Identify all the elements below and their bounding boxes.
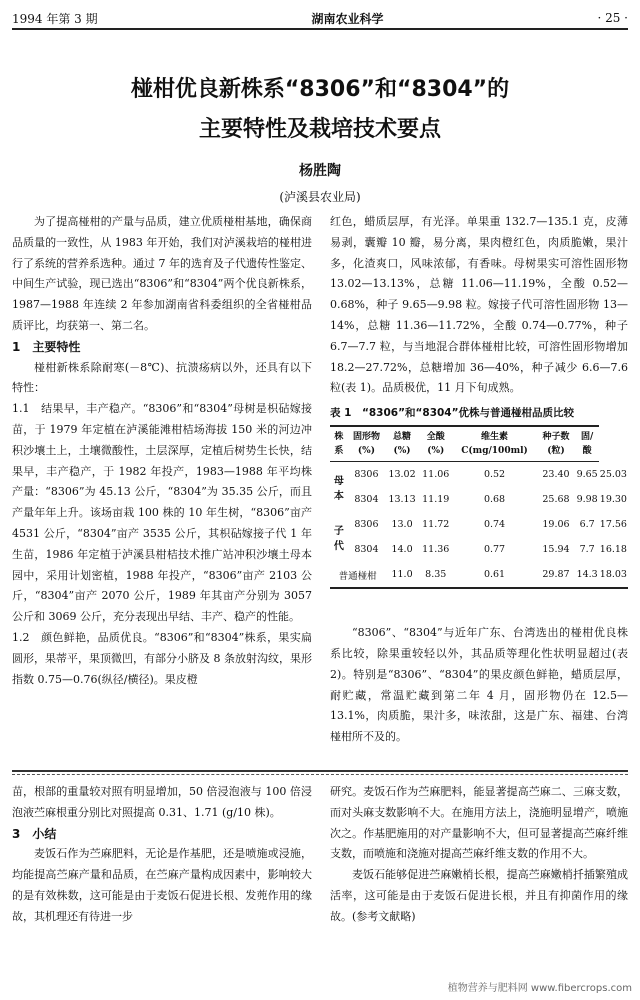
- section-1-2-text: 1.2 颜色鲜艳，品质优良。“8306”和“8304”株系，果实扁圆形，果蒂平，果顶微凹，有部分小脐及 8 条放射沟纹，果形指数 0.75—0.76(纵径/横径)。果皮橙: [12, 630, 312, 686]
- table-cell: 0.77: [483, 544, 506, 556]
- table-cell: 普通椪柑: [330, 562, 385, 588]
- table-header-cell: 总糖(%): [385, 426, 419, 462]
- table-cell: 11.19: [422, 494, 450, 506]
- title-line-2: 主要特性及栽培技术要点: [198, 117, 441, 142]
- table-cell: 14.0: [391, 544, 413, 556]
- table-cell: 16.18: [599, 544, 627, 556]
- table-cell: 8.35: [419, 562, 453, 588]
- title-line-1: 椪柑优良新株系“8306”和“8304”的: [130, 77, 510, 102]
- right-column: [330, 212, 628, 748]
- table-cell: 8306: [354, 469, 379, 481]
- bottom-right-paragraph-1: 研究。麦饭石作为苎麻肥料，能显著提高苎麻二、三麻支数，而对头麻支数影响不大。在施用方法上，浇施明显增产，喷施次之。作基肥施用的对产量影响不大，但可显著提高苎麻纤维支数，而喷施和浇施对提高苎麻纤维支数的作用不大。: [330, 785, 628, 861]
- table-row: [330, 562, 628, 588]
- issue-label: 1994 年第 3 期: [12, 11, 98, 26]
- table-cell: 8306: [354, 519, 379, 531]
- intro-paragraph: 为了提高椪柑的产量与品质，建立优质椪柑基地，确保商品质量的一致性，从 1983 年开始，我们对泸溪栽培的椪柑进行了系统的营养系选种。通过 7 年的选育及子代遗传性鉴定、中间生产试验，现已选出“8306”和“8304”两个优良新株系，1987—1988 年连续 2 年参加湖南省科委组织的全省椪柑品质评比，均获第一、第二名。: [12, 215, 312, 332]
- table-header-cell: 固/酸: [576, 426, 599, 462]
- section-3-heading: 3 小结: [12, 826, 57, 841]
- table-cell: 15.94: [542, 544, 570, 556]
- affiliation: (泸溪县农业局): [279, 190, 361, 204]
- article-title: [0, 70, 640, 150]
- author: 杨胜陶: [299, 163, 341, 179]
- bottom-right-column: [330, 782, 628, 928]
- journal-name: 湖南农业科学: [311, 11, 384, 26]
- table-cell: 11.0: [385, 562, 419, 588]
- table-cell: 19.30: [599, 494, 627, 506]
- table-header-cell: 全酸(%): [419, 426, 453, 462]
- table-cell: 8304: [354, 494, 379, 506]
- table-cell: 13.13: [388, 494, 416, 506]
- table-header-cell: 株系: [330, 426, 348, 462]
- table-cell: 17.56: [599, 519, 627, 531]
- bottom-left-paragraph-2: 麦饭石作为苎麻肥料，无论是作基肥，还是喷施或浸施，均能提高苎麻产量和品质，在苎麻产量构成因素中，影响较大的是有效株数，这可能是由于麦饭石促进长根、发蔸作用的缘故，其机理还有待进一步: [12, 847, 312, 923]
- table-cell: 0.74: [483, 519, 506, 531]
- running-header: [12, 8, 628, 30]
- table-cell: 0.52: [483, 469, 506, 481]
- group-label: 子代: [333, 526, 344, 553]
- table-header-cell: 固形物(%): [348, 426, 386, 462]
- table-cell: 6.7: [579, 519, 595, 531]
- quality-table: [330, 425, 628, 589]
- bottom-left-column: [12, 782, 312, 928]
- section-1-1-text: 1.1 结果早，丰产稳产。“8306”和“8304”母树是枳砧嫁接苗，于 1979 年定植在泸溪能滩柑桔场海拔 150 米的河边冲积沙壤土上，土壤微酸性，土层深厚，定植后树势生长快，结果早，丰产稳产，于 1982 年投产，1983—1988 年平均株产量：“8306”为 45.13 公斤，“8304”为 35.35 公斤，而且产量年年上升。该场亩栽 100 株的 10 年生树，“8306”亩产 4531 公斤，“8304”亩产 3535 公斤，其枳砧嫁接子代 1 年生苗，1986 年定植于泸溪县柑桔技术推广站冲积沙壤土母本园中，采用计划密植，1988 年投产，“8306”亩产 2103 公斤，“8304”亩产 2070 公斤，1989 年其亩产分别为 3057 公斤和 3069 公斤，充分表现出早结、丰产、稳产的性能。: [12, 402, 312, 624]
- table-cell: 8304: [354, 544, 379, 556]
- quality-paragraph: 红色，蜡质层厚，有光泽。单果重 132.7—135.1 克，皮薄易剥，囊瓣 10 瓣，易分离，果肉橙红色，肉质脆嫩，果汁多，化渣爽口，风味浓郁，有香味。母树果实可溶性固形物 13.02—13.13%，总糖 11.06—11.19%，全酸 0.52—0.68%，种子 9.65—9.98 粒。嫁接子代可溶性固形物 13—14%，总糖 11.36—11.72%，全酸 0.74—0.77%，种子 6.7—7.7 粒，与当地混合群体椪柑比较，可溶性固形物增加 18.2—27.72%，总糖增加 36—40%，种子减少 6.6—7.6 粒(表 1)。品质极优，11 月下旬成熟。: [330, 215, 628, 395]
- table-cell: 14.3: [576, 562, 599, 588]
- group-label: 母本: [333, 476, 344, 503]
- table-caption: 表 1 “8306”和“8304”优株与普通椪柑品质比较: [330, 407, 575, 420]
- table-cell: 13.02: [388, 469, 416, 481]
- table-cell: 19.06: [542, 519, 570, 531]
- table-cell: 25.68: [542, 494, 570, 506]
- table-cell: 18.03: [599, 562, 628, 588]
- article-divider: [12, 770, 628, 780]
- section-1-text: 椪柑新株系除耐寒(－8℃)、抗溃疡病以外，还具有以下特性：: [12, 360, 312, 395]
- table-cell: 11.36: [422, 544, 450, 556]
- table-header-cell: 维生素C(mg/100ml): [453, 426, 537, 462]
- table-header-row: [330, 426, 628, 462]
- table-cell: 11.72: [422, 519, 450, 531]
- table-row: [330, 487, 628, 512]
- table-cell: 29.87: [536, 562, 575, 588]
- table-cell: 7.7: [579, 544, 595, 556]
- table-row: [330, 537, 628, 562]
- table-cell: 9.65: [576, 469, 598, 481]
- table-header-cell: 种子数(粒): [536, 426, 575, 462]
- section-1-heading: 1 主要特性: [12, 339, 81, 354]
- table-cell: 25.03: [599, 468, 627, 480]
- table-cell: 0.68: [483, 494, 506, 506]
- table-cell: 11.06: [422, 469, 450, 481]
- page-number: · 25 ·: [597, 11, 628, 25]
- bottom-left-paragraph-1: 苗，根部的重量较对照有明显增加，50 倍浸泡液与 100 倍浸泡液苎麻根重分别比对照提高 0.31、1.71 (g/10 株)。: [12, 785, 312, 819]
- watermark: 植物营养与肥料网 www.fibercrops.com: [447, 983, 632, 994]
- comparison-paragraph: “8306”、“8304”与近年广东、台湾选出的椪柑优良株系比较，除果重较轻以外，其品质等理化性状明显超过(表 2)。特别是“8306”、“8304”的果皮颜色鲜艳，蜡质层厚，耐贮藏，常温贮藏到第二年 4 月，固形物仍在 12.5—13.1%，肉质脆，果汁多，味浓甜，这是广东、福建、台湾椪柑所不及的。: [330, 626, 628, 744]
- table-cell: 23.40: [542, 469, 570, 481]
- table-cell: 0.61: [453, 562, 537, 588]
- table-row: [330, 462, 628, 488]
- left-column: [12, 212, 312, 690]
- table-cell: 9.98: [576, 494, 598, 506]
- table-cell: 13.0: [391, 519, 413, 531]
- table-row: [330, 512, 628, 537]
- bottom-right-paragraph-2: 麦饭石能够促进苎麻嫩梢长根，提高苎麻嫩梢扦插繁殖成活率，这可能是由于麦饭石促进长根，并且有抑菌作用的缘故。(参考文献略): [330, 868, 628, 923]
